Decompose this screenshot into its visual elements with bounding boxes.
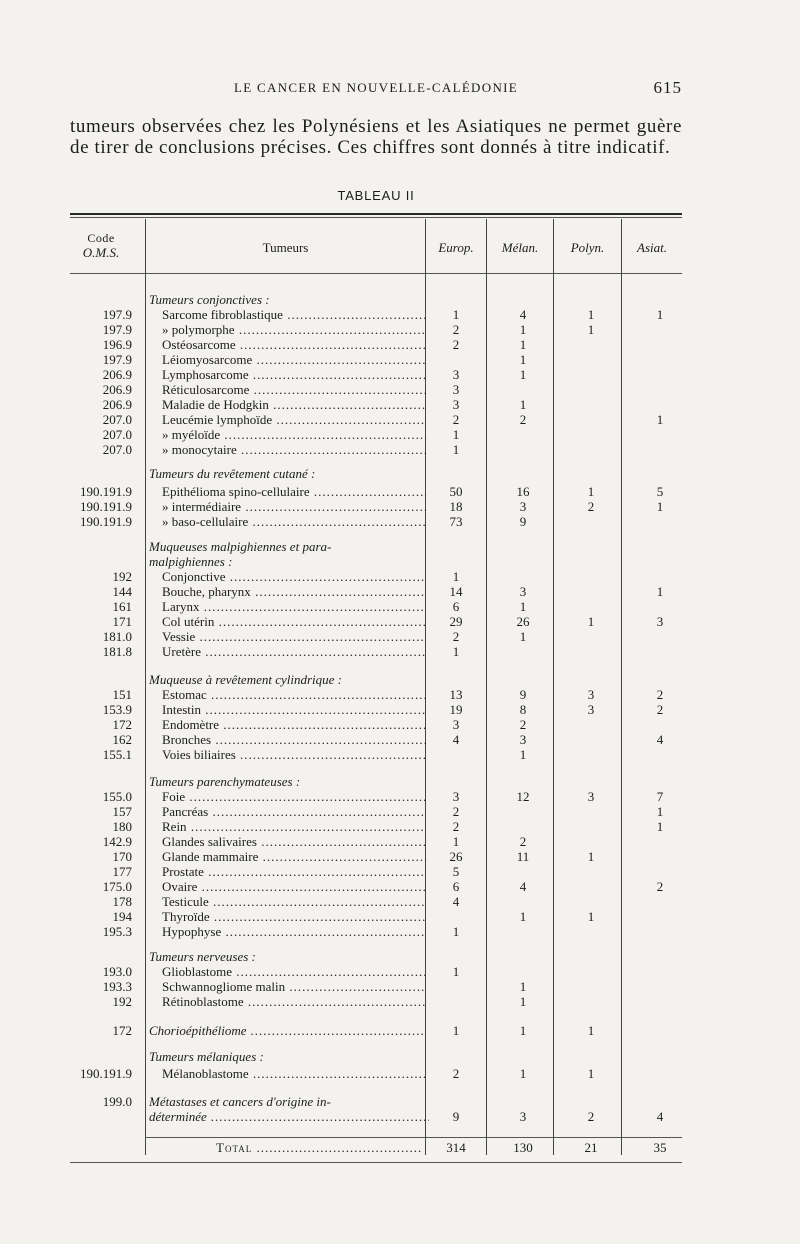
tumor-name: Endomètre ..... [162,717,426,732]
europ-count: 2 [452,412,460,427]
table-row [70,964,682,979]
melan-count: 4 [519,307,527,322]
europ-count: 4 [452,894,460,909]
oms-code: 177 [112,864,132,879]
oms-code: 194 [112,909,132,924]
oms-code: 197.9 [102,322,132,337]
europ-count: 50 [449,484,463,499]
asiat-count: 2 [656,879,664,894]
header-tumeurs: Tumeurs [262,240,309,255]
table-row [70,599,682,614]
tumor-name: » polymorphe ..... [162,322,426,337]
asiat-count: 4 [656,1109,664,1124]
section-heading: Tumeurs mélaniques : [149,1049,264,1064]
melan-count: 1 [519,367,527,382]
europ-count: 29 [449,614,463,629]
table-row [70,804,682,819]
oms-code: 171 [112,614,132,629]
oms-code: 190.191.9 [80,1066,132,1081]
polyn-count: 3 [587,702,595,717]
asiat-count: 5 [656,484,664,499]
europ-count: 5 [452,864,460,879]
melan-count: 1 [519,599,527,614]
tumor-name: Mélanoblastome ..... [162,1066,426,1081]
melan-count: 1 [519,994,527,1009]
tumor-name: Testicule ..... [162,894,426,909]
melan-count: 3 [519,584,527,599]
tumor-name: Ostéosarcome ..... [162,337,426,352]
tumor-name: Sarcome fibroblastique ..... [162,307,426,322]
melan-count: 3 [519,732,527,747]
total-label: Total ..... [216,1140,421,1156]
table-row [70,352,682,367]
melan-count: 26 [516,614,530,629]
oms-code: 192 [112,569,132,584]
melan-count: 3 [519,499,527,514]
table-row [70,427,682,442]
oms-code: 142.9 [102,834,132,849]
oms-code: 151 [112,687,132,702]
table-row [70,909,682,924]
section-heading-row [70,539,682,554]
europ-count: 3 [452,789,460,804]
table-row [70,687,682,702]
header-melan: Mélan. [501,240,539,255]
europ-count: 18 [449,499,463,514]
europ-count: 2 [452,804,460,819]
oms-code: 197.9 [102,307,132,322]
header-code-line2: O.M.S. [82,245,120,260]
oms-code: 180 [112,819,132,834]
asiat-count: 1 [656,499,664,514]
melan-count: 16 [516,484,530,499]
table-top-rule [70,213,682,215]
table-row [70,879,682,894]
asiat-count: 2 [656,687,664,702]
table-row [70,717,682,732]
oms-code: 190.191.9 [80,484,132,499]
oms-code: 193.3 [102,979,132,994]
melan-count: 4 [519,879,527,894]
oms-code: 153.9 [102,702,132,717]
oms-code: 155.1 [102,747,132,762]
table-row [70,979,682,994]
table-row [70,367,682,382]
tumor-name: Léiomyosarcome ..... [162,352,426,367]
tumor-name: Vessie ..... [162,629,426,644]
melan-count: 11 [516,849,530,864]
melan-count: 1 [519,397,527,412]
europ-count: 9 [452,1109,460,1124]
table-top-rule-inner [70,217,682,218]
oms-code: 195.3 [102,924,132,939]
tumor-name: Maladie de Hodgkin ..... [162,397,426,412]
table-title: TABLEAU II [337,188,415,203]
header-europ: Europ. [438,240,474,255]
tumor-name: Leucémie lymphoïde ..... [162,412,426,427]
section-heading-row [70,1109,682,1124]
melan-count: 1 [519,909,527,924]
total-polyn: 21 [584,1140,598,1155]
tumor-name: » baso-cellulaire ..... [162,514,426,529]
header-asiat: Asiat. [637,240,667,255]
table-row [70,864,682,879]
table-row [70,307,682,322]
oms-code: 161 [112,599,132,614]
europ-count: 6 [452,599,460,614]
section-heading-row [70,466,682,481]
polyn-count: 3 [587,789,595,804]
table-row [70,569,682,584]
running-head-title: LE CANCER EN NOUVELLE-CALÉDONIE [233,80,518,95]
tumor-name: Hypophyse ..... [162,924,426,939]
europ-count: 1 [452,644,460,659]
europ-count: 6 [452,879,460,894]
table-row [70,702,682,717]
melan-count: 1 [519,1023,527,1038]
asiat-count: 1 [656,819,664,834]
section-heading-row [70,1094,682,1109]
europ-count: 3 [452,367,460,382]
header-polyn: Polyn. [570,240,605,255]
europ-count: 14 [449,584,463,599]
oms-code: 190.191.9 [80,499,132,514]
section-heading: Muqueuse à revêtement cylindrique : [149,672,343,687]
table-row [70,789,682,804]
section-heading: Tumeurs parenchymateuses : [149,774,301,789]
tumor-name: Larynx ..... [162,599,426,614]
polyn-count: 1 [587,307,595,322]
tumor-name: Bronches ..... [162,732,426,747]
intro-paragraph: tumeurs observées chez les Polynésiens et les Asiatiques ne permet guère de tirer de conclusions précises. Ces chiffres sont donnés à titre indicatif. [70,116,682,158]
table-row [70,397,682,412]
tumor-name: Rétinoblastome ..... [162,994,426,1009]
melan-count: 12 [516,789,530,804]
tumor-name: Foie ..... [162,789,426,804]
header-bottom-rule [70,273,682,274]
melan-count: 1 [519,337,527,352]
tumor-name: Chorioépithéliome ..... [149,1023,426,1038]
polyn-count: 3 [587,687,595,702]
europ-count: 13 [449,687,463,702]
table-row [70,337,682,352]
europ-count: 1 [452,442,460,457]
europ-count: 3 [452,382,460,397]
section-heading: Tumeurs du revêtement cutané : [149,466,316,481]
section-heading-row [70,949,682,964]
europ-count: 1 [452,964,460,979]
total-melan: 130 [513,1140,533,1155]
polyn-count: 1 [587,909,595,924]
oms-code: 206.9 [102,382,132,397]
europ-count: 1 [452,427,460,442]
europ-count: 19 [449,702,463,717]
table-row [70,322,682,337]
tumor-name: Col utérin ..... [162,614,426,629]
oms-code: 162 [112,732,132,747]
tumor-name: Rein ..... [162,819,426,834]
tumor-name: Thyroïde ..... [162,909,426,924]
table-row [70,1066,682,1081]
oms-code: 206.9 [102,367,132,382]
tumor-name: » myéloïde ..... [162,427,426,442]
tumor-name: » intermédiaire ..... [162,499,426,514]
melan-count: 1 [519,352,527,367]
europ-count: 26 [449,849,463,864]
asiat-count: 4 [656,732,664,747]
europ-count: 2 [452,322,460,337]
tumor-name: Glande mammaire ..... [162,849,426,864]
section-heading-row [70,554,682,569]
table-row [70,747,682,762]
total-asiat: 35 [653,1140,667,1155]
oms-code: 155.0 [102,789,132,804]
oms-code: 181.8 [102,644,132,659]
europ-count: 3 [452,397,460,412]
section-heading: Tumeurs nerveuses : [149,949,256,964]
melan-count: 9 [519,687,527,702]
europ-count: 1 [452,834,460,849]
tumor-name: Voies biliaires ..... [162,747,426,762]
asiat-count: 3 [656,614,664,629]
table-row [70,629,682,644]
polyn-count: 2 [587,499,595,514]
tumor-name: » monocytaire ..... [162,442,426,457]
melan-count: 2 [519,717,527,732]
table-row [70,894,682,909]
melan-count: 1 [519,322,527,337]
running-head [70,80,682,100]
oms-code: 196.9 [102,337,132,352]
tumor-name: Glandes salivaires ..... [162,834,426,849]
oms-code: 207.0 [102,412,132,427]
polyn-count: 2 [587,1109,595,1124]
table-row [70,819,682,834]
melan-count: 1 [519,1066,527,1081]
table-row [70,732,682,747]
oms-code: 193.0 [102,964,132,979]
table-row [70,994,682,1009]
europ-count: 2 [452,819,460,834]
section-heading-row [70,774,682,789]
section-heading: déterminée ..... [149,1109,429,1124]
asiat-count: 1 [656,307,664,322]
melan-count: 3 [519,1109,527,1124]
tumor-name: Bouche, pharynx ..... [162,584,426,599]
oms-code: 199.0 [102,1094,132,1109]
oms-code: 178 [112,894,132,909]
table-row [70,499,682,514]
section-heading: Muqueuses malpighiennes et para- [149,539,332,554]
asiat-count: 1 [656,804,664,819]
europ-count: 1 [452,1023,460,1038]
table-row [70,644,682,659]
oms-code: 197.9 [102,352,132,367]
europ-count: 1 [452,569,460,584]
total-europ: 314 [446,1140,466,1155]
table-row [70,1023,682,1038]
europ-count: 73 [449,514,463,529]
melan-count: 9 [519,514,527,529]
tumor-name: Lymphosarcome ..... [162,367,426,382]
oms-code: 170 [112,849,132,864]
table-row [70,584,682,599]
polyn-count: 1 [587,614,595,629]
polyn-count: 1 [587,484,595,499]
europ-count: 1 [452,924,460,939]
melan-count: 2 [519,834,527,849]
section-heading-row [70,1049,682,1064]
oms-code: 190.191.9 [80,514,132,529]
polyn-count: 1 [587,322,595,337]
oms-code: 144 [112,584,132,599]
table-row [70,442,682,457]
oms-code: 207.0 [102,442,132,457]
oms-code: 157 [112,804,132,819]
oms-code: 172 [112,717,132,732]
table-row [70,484,682,499]
page-number: 615 [653,78,682,97]
section-heading-row [70,672,682,687]
section-heading: malpighiennes : [149,554,233,569]
europ-count: 2 [452,629,460,644]
melan-count: 1 [519,979,527,994]
melan-count: 8 [519,702,527,717]
tumor-name: Ovaire ..... [162,879,426,894]
table-row [70,924,682,939]
table-bottom-rule [70,1162,682,1163]
tumor-name: Uretère ..... [162,644,426,659]
total-top-rule [146,1137,682,1138]
asiat-count: 2 [656,702,664,717]
europ-count: 4 [452,732,460,747]
section-heading: Tumeurs conjonctives : [149,292,270,307]
europ-count: 2 [452,1066,460,1081]
tumor-name: Schwannogliome malin ..... [162,979,426,994]
oms-code: 175.0 [102,879,132,894]
oms-code: 206.9 [102,397,132,412]
polyn-count: 1 [587,849,595,864]
melan-count: 2 [519,412,527,427]
section-heading: Métastases et cancers d'origine in- [149,1094,331,1109]
oms-code: 181.0 [102,629,132,644]
total-row [70,1140,682,1155]
tumor-name: Réticulosarcome ..... [162,382,426,397]
tumor-name: Epithélioma spino-cellulaire ..... [162,484,426,499]
tumor-name: Intestin ..... [162,702,426,717]
tumor-name: Conjonctive ..... [162,569,426,584]
polyn-count: 1 [587,1023,595,1038]
europ-count: 3 [452,717,460,732]
tumor-name: Estomac ..... [162,687,426,702]
oms-code: 192 [112,994,132,1009]
table-row [70,412,682,427]
section-heading-row [70,292,682,307]
asiat-count: 7 [656,789,664,804]
oms-code: 172 [112,1023,132,1038]
table-row [70,614,682,629]
table-row [70,382,682,397]
header-code-line1: Code [87,231,115,245]
melan-count: 1 [519,747,527,762]
tumor-name: Pancréas ..... [162,804,426,819]
asiat-count: 1 [656,584,664,599]
table-row [70,849,682,864]
table-row [70,514,682,529]
tumor-name: Glioblastome ..... [162,964,426,979]
europ-count: 2 [452,337,460,352]
oms-code: 207.0 [102,427,132,442]
table-row [70,834,682,849]
asiat-count: 1 [656,412,664,427]
tumor-name: Prostate ..... [162,864,426,879]
melan-count: 1 [519,629,527,644]
polyn-count: 1 [587,1066,595,1081]
europ-count: 1 [452,307,460,322]
